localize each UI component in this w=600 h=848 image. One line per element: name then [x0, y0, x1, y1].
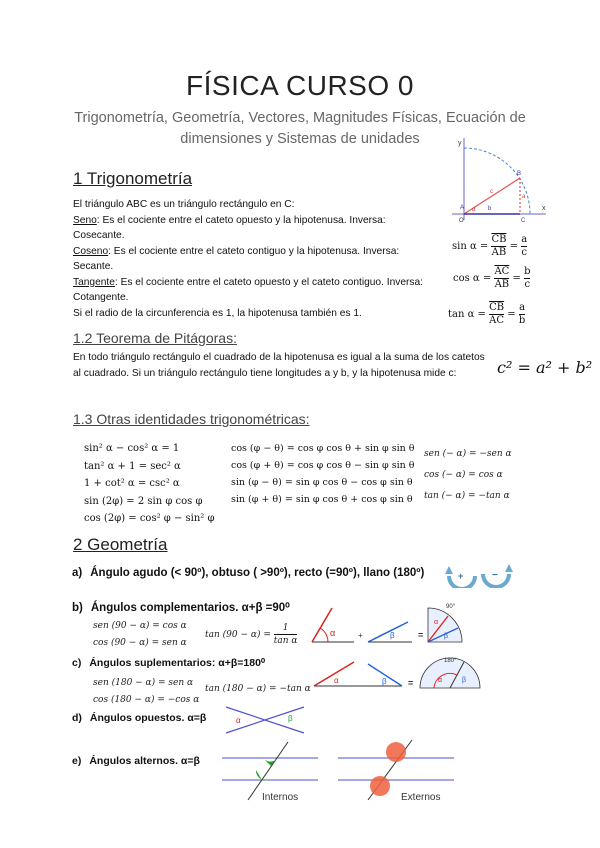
sin-fraction-1	[491, 234, 506, 259]
comp-formula-3-fraction	[274, 622, 298, 647]
comp-formula-1: sen (90 − α) = cos α	[93, 621, 187, 631]
tan-eq: =	[507, 309, 516, 320]
identity-11: cos (− α) = cos α	[424, 470, 503, 480]
comp-formula-3	[205, 622, 297, 647]
coseno-text: : Es el cociente entre el cateto contiguo y la hipotenusa. Inversa: Secante.	[73, 245, 400, 272]
item-b-letter: b)	[72, 602, 83, 614]
item-a-letter: a)	[72, 567, 83, 579]
label-x: x	[542, 205, 546, 212]
radius-note: Si el radio de la circunferencia es 1, la hipotenusa también es 1.	[73, 307, 362, 319]
opposite-alpha: α	[236, 716, 241, 725]
externos-angle-1	[386, 742, 406, 762]
cos-eq: =	[512, 273, 521, 284]
externos-angle-2	[370, 776, 390, 796]
comp-sum-alpha: α	[434, 619, 439, 626]
tan-num-2: a	[519, 302, 526, 313]
internos-label: Internos	[262, 792, 299, 803]
complementary-diagram	[308, 598, 490, 650]
pitagoras-text: En todo triángulo rectángulo el cuadrado de la hipotenusa es igual a la suma de los catetos al cuadrado. Si un triángulo rectángulo tiene longitudes a y b, y la hipotenusa mide c:	[73, 352, 485, 379]
section-heading-identidades: 1.3 Otras identidades trigonométricas:	[73, 411, 310, 427]
comp-alpha-arc	[320, 628, 328, 642]
section-1-text	[73, 197, 433, 321]
seno-text: : Es el cociente entre el cateto opuesto y la hipotenusa. Inversa: Cosecante.	[73, 214, 386, 241]
supp-alpha-label: α	[334, 676, 339, 685]
geometry-item-b	[72, 600, 290, 614]
identity-4: sin (2φ) = 2 sin φ cos φ	[84, 495, 203, 507]
rotation-icons	[443, 556, 515, 588]
comp-formula-3-lhs: tan (90 − α) =	[205, 630, 271, 640]
tan-num-1: $\overline{CB}$	[489, 302, 505, 313]
tangente-definition	[73, 275, 433, 306]
pitagoras-formula: c² = a² + b²	[497, 358, 593, 377]
label-side-a: a	[522, 194, 526, 200]
comp-beta-ray	[368, 622, 408, 642]
comp-plus: +	[358, 631, 363, 640]
comp-formula-2: cos (90 − α) = sen α	[93, 638, 187, 648]
sin-num-1: $\overline{CB}$	[491, 234, 507, 245]
section-heading-geometria: 2 Geometría	[73, 535, 168, 554]
cos-fraction-2	[524, 266, 530, 291]
supp-equals: =	[408, 678, 414, 688]
supp-formula-3: tan (180 − α) = −tan α	[205, 684, 311, 694]
identities-col-2	[231, 440, 414, 508]
label-alpha: α	[472, 207, 476, 213]
item-d-text: Ángulos opuestos. α=β	[89, 712, 207, 724]
coseno-term: Coseno	[73, 245, 109, 257]
page-title: FÍSICA CURSO 0	[186, 70, 414, 101]
sin-eq: =	[509, 241, 519, 252]
unit-circle-diagram	[450, 136, 550, 228]
tan-lhs: tan α =	[448, 309, 486, 320]
cos-fraction-1	[494, 266, 509, 291]
supp-sum-alpha: α	[438, 677, 443, 684]
tan-den-1: AC	[489, 315, 505, 326]
label-b-point: B	[517, 171, 522, 177]
cos-den-2: c	[524, 279, 531, 290]
tangente-term: Tangente	[73, 276, 115, 288]
sin-den-1: AB	[491, 247, 507, 258]
item-a-text: Ángulo agudo (< 90º), obtuso ( >90º), recto (=90º), llano (180º)	[90, 567, 425, 579]
supp-formula-1: sen (180 − α) = sen α	[93, 678, 194, 688]
sin-formula	[452, 234, 527, 259]
identity-3: 1 + cot² α = csc² α	[84, 478, 180, 489]
geometry-item-c	[72, 657, 265, 669]
item-b-text: Ángulos complementarios. α+β =90⁰	[90, 602, 290, 614]
tan-formula	[448, 302, 525, 327]
identity-2: tan² α + 1 = sec² α	[84, 460, 181, 472]
unit-circle-arc	[464, 148, 530, 214]
comp-alpha-ray	[312, 608, 332, 642]
cos-num-2: b	[524, 266, 531, 277]
comp-beta-label: β	[390, 631, 395, 640]
intro-text: El triángulo ABC es un triángulo rectángulo en C:	[73, 199, 295, 210]
item-e-text: Ángulos alternos. α=β	[89, 755, 200, 767]
label-side-b: b	[488, 206, 492, 212]
cos-den-1: AB	[494, 279, 510, 290]
supp-formula-2: cos (180 − α) = −cos α	[93, 695, 200, 705]
internos-angle-1	[263, 758, 276, 766]
tan-fraction-1	[489, 302, 504, 327]
identity-12: tan (− α) = −tan α	[424, 491, 510, 501]
comp-num: 1	[274, 622, 298, 635]
comp-alpha-label: α	[330, 628, 336, 638]
supplementary-diagram	[310, 654, 496, 696]
opposite-angles-diagram	[222, 703, 308, 737]
comp-den: tan α	[273, 636, 298, 646]
sin-num-2: a	[521, 234, 528, 245]
supp-180-label: 180°	[444, 658, 457, 664]
geometry-item-e	[72, 755, 200, 767]
identity-1: sin² α − cos² α = 1	[84, 443, 180, 454]
opposite-beta: β	[288, 714, 293, 723]
supp-sum-beta: β	[462, 677, 467, 684]
positive-arrow-icon	[445, 566, 453, 574]
supplementary-formulas	[93, 675, 199, 709]
geometry-item-a	[72, 567, 424, 579]
identity-5: cos (2φ) = cos² φ − sin² φ	[84, 513, 215, 524]
sin-lhs: sin α =	[452, 241, 489, 252]
negative-arrow-icon	[505, 564, 513, 572]
item-c-text: Ángulos suplementarios: α+β=180⁰	[89, 657, 266, 669]
minus-sign: −	[492, 570, 498, 581]
comp-sum-beta: β	[444, 633, 449, 640]
seno-definition	[73, 213, 433, 244]
sin-den-2: c	[521, 247, 527, 258]
item-c-letter: c)	[72, 657, 82, 669]
coseno-definition	[73, 244, 433, 275]
label-y: y	[458, 140, 462, 147]
item-d-letter: d)	[72, 712, 82, 724]
identities-col-3	[424, 444, 512, 507]
geometry-item-d	[72, 712, 206, 724]
comp-90-label: 90°	[446, 604, 456, 610]
item-e-letter: e)	[72, 755, 82, 767]
identity-10: sen (− α) = −sen α	[424, 449, 512, 459]
label-side-c: c	[490, 189, 493, 195]
identities-col-1	[84, 440, 214, 528]
externos-label: Externos	[401, 792, 441, 803]
complementary-formulas	[93, 618, 187, 652]
tangente-text: : Es el cociente entre el cateto opuesto y el cateto contiguo. Inversa: Cotangente.	[73, 276, 423, 303]
cos-lhs: cos α =	[453, 273, 492, 284]
section-heading-trigonometria: 1 Trigonometría	[73, 169, 193, 188]
page-subtitle: Trigonometría, Geometría, Vectores, Magnitudes Físicas, Ecuación de dimensiones y Sistemas de unidades	[74, 110, 526, 147]
cos-num-1: $\overline{AC}$	[494, 266, 510, 277]
tan-den-2: b	[518, 315, 526, 326]
label-c-point: C	[521, 218, 526, 224]
plus-sign: +	[458, 571, 464, 581]
label-origin: O	[459, 218, 464, 224]
identity-8: sin (φ − θ) = sin φ cos θ − cos φ sin θ	[231, 477, 413, 488]
section-heading-pitagoras: 1.2 Teorema de Pitágoras:	[73, 330, 237, 346]
comp-equals: =	[418, 630, 424, 640]
identity-7: cos (φ + θ) = cos φ cos θ − sin φ sin θ	[231, 460, 415, 471]
seno-term: Seno	[73, 214, 97, 226]
sin-fraction-2	[521, 234, 527, 259]
supp-beta-label: β	[382, 677, 387, 686]
tan-fraction-2	[519, 302, 525, 327]
label-a-point: A	[460, 205, 465, 211]
cos-formula	[453, 266, 530, 291]
identity-9: sin (φ + θ) = sin φ cos θ + cos φ sin θ	[231, 494, 413, 505]
identity-6: cos (φ − θ) = cos φ cos θ + sin φ sin θ	[231, 443, 415, 454]
